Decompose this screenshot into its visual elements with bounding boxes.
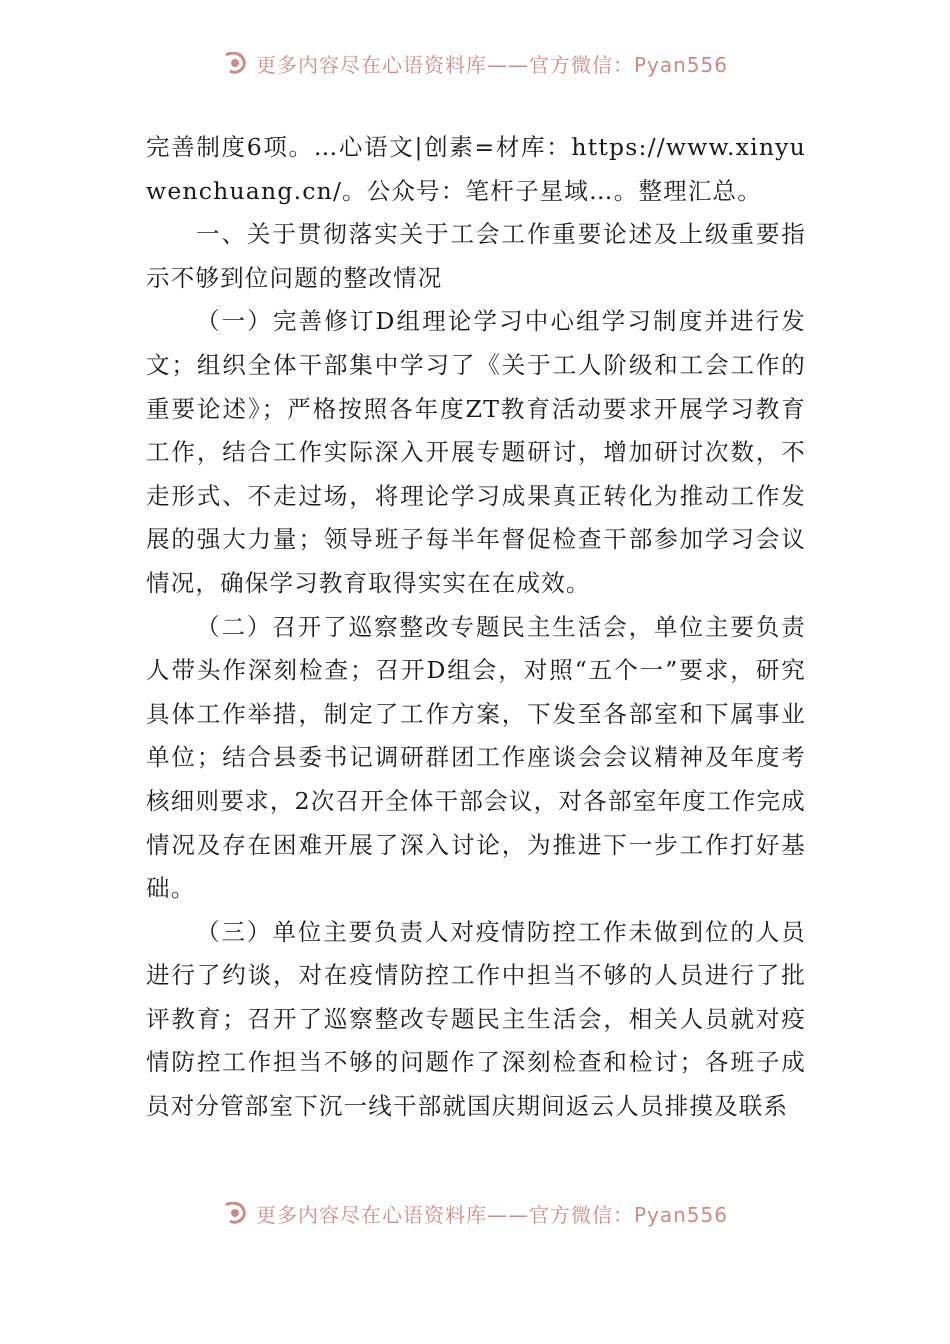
header-watermark-text: 更多内容尽在心语资料库——官方微信：Pyan556 (255, 52, 728, 77)
paragraph-intro: 完善制度6项。…心语文|创素=材库：https://www.xinyuwenchuang.cn/。公众号：笔杆子星域…。整理汇总。 (146, 133, 806, 205)
section-heading: 一、关于贯彻落实关于工会工作重要论述及上级重要指示不够到位问题的整改情况 (146, 220, 806, 292)
footer-watermark (0, 1202, 950, 1242)
logo-icon (222, 1202, 250, 1227)
footer-watermark-text: 更多内容尽在心语资料库——官方微信：Pyan556 (255, 1202, 728, 1227)
logo-icon (222, 52, 250, 77)
paragraph-item-3: （三）单位主要负责人对疫情防控工作未做到位的人员进行了约谈，对在疫情防控工作中担当不够的人员进行了批评教育；召开了巡察整改专题民主生活会，相关人员就对疫情防控工作担当不够的问题作了深刻检查和检讨；各班子成员对分管部室下沉一线干部就国庆期间返云人员排摸及联系 (146, 917, 806, 1121)
header-watermark (0, 52, 950, 92)
paragraph-item-1: （一）完善修订D组理论学习中心组学习制度并进行发文；组织全体干部集中学习了《关于工人阶级和工会工作的重要论述》；严格按照各年度ZT教育活动要求开展学习教育工作，结合工作实际深入开展专题研讨，增加研讨次数，不走形式、不走过场，将理论学习成果真正转化为推动工作发展的强大力量；领导班子每半年督促检查干部参加学习会议情况，确保学习教育取得实实在在成效。 (146, 307, 806, 597)
paragraph-item-2: （二）召开了巡察整改专题民主生活会，单位主要负责人带头作深刻检查；召开D组会，对照“五个一”要求，研究具体工作举措，制定了工作方案，下发至各部室和下属事业单位；结合县委书记调研群团工作座谈会会议精神及年度考核细则要求，2次召开全体干部会议，对各部室年度工作完成情况及存在困难开展了深入讨论，为推进下一步工作打好基础。 (146, 612, 806, 903)
document-body (146, 126, 806, 1129)
